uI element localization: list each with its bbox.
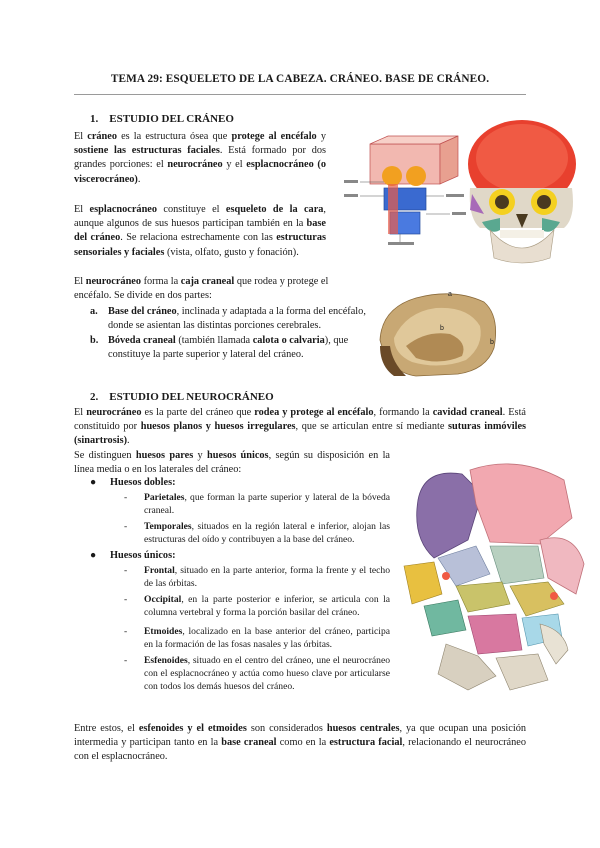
section-1-heading: 1. ESTUDIO DEL CRÁNEO — [90, 113, 234, 125]
title-divider — [74, 94, 526, 95]
s2-paragraph-2: Se distinguen huesos pares y huesos únicos, según su disposición en la línea media o en los laterales del cráneo: — [74, 450, 391, 476]
list-item-etmoides: - Etmoides, localizado en la base anterior del cráneo, participa en la formación de las fosas nasales y las órbitas. — [124, 626, 390, 651]
list-item-frontal: - Frontal, situado en la parte anterior, forma la frente y el techo de las órbitas. — [124, 565, 390, 590]
page-title: TEMA 29: ESQUELETO DE LA CABEZA. CRÁNEO. BASE DE CRÁNEO. — [110, 73, 490, 85]
label-b2: b — [490, 339, 494, 346]
list-item-esfenoides: - Esfenoides, situado en el centro del cráneo, une el neurocráneo con el esplacnocráneo y actúa como hueso clave por articularse con todos los demás huesos del cráneo. — [124, 655, 390, 693]
closing-paragraph: Entre estos, el esfenoides y el etmoides son considerados huesos centrales, ya que ocupan una posición intermedia y participan tanto en la base craneal como en la estructura facial, relacionando el neurocráneo con el esplacnocráneo. — [74, 723, 526, 763]
list-item-temporales: - Temporales, situados en la región lateral e inferior, alojan las estructuras del oído y contribuyen a la base del cráneo. — [124, 521, 390, 546]
list-item-parietales: - Parietales, que forman la parte superior y lateral de la bóveda craneal. — [124, 492, 390, 517]
s1-paragraph-1: El cráneo es la estructura ósea que protege al encéfalo y sostiene las estructuras faciales. Está formado por dos grandes porciones: el neurocráneo y el esplacnocráneo (o viscerocráneo). — [74, 131, 326, 185]
label-b1: b — [440, 325, 444, 332]
s1-paragraph-2: El esplacnocráneo constituye el esqueleto de la cara, aunque algunos de sus huesos participan también en la base del cráneo. Se relaciona estrechamente con las estructuras sensoriales y faciales (vista, olfato, gusto y fonación). — [74, 204, 326, 258]
s1-paragraph-3: El neurocráneo forma la caja craneal que rodea y protege el encéfalo. Se divide en dos partes: — [74, 276, 329, 302]
s2-paragraph-1: El neurocráneo es la parte del cráneo que rodea y protege al encéfalo, formando la cavidad craneal. Está constituido por huesos planos y huesos irregulares, que se articulan entre sí mediante suturas inmóviles (sinartrosis). — [74, 407, 527, 447]
huesos-dobles-heading: ● Huesos dobles: — [90, 477, 176, 488]
exploded-skull-illustration — [398, 454, 588, 694]
section-2-heading: 2. ESTUDIO DEL NEUROCRÁNEO — [90, 391, 274, 403]
colored-skull-illustration — [460, 118, 582, 268]
list-item-b: b. Bóveda craneal (también llamada calota o calvaria), que constituye la parte superior y lateral del cráneo. — [90, 335, 349, 361]
list-item-a: a. Base del cráneo, inclinada y adaptada a la forma del encéfalo, donde se asientan las distintas porciones cerebrales. — [90, 306, 366, 332]
huesos-unicos-heading: ● Huesos únicos: — [90, 550, 176, 561]
skull-base-illustration — [376, 286, 502, 382]
label-a: a — [448, 291, 452, 298]
list-item-occipital: - Occipital, en la parte posterior e inferior, se articula con la columna vertebral y forma la porción basilar del cráneo. — [124, 594, 390, 619]
skull-diagram-illustration — [340, 134, 470, 252]
